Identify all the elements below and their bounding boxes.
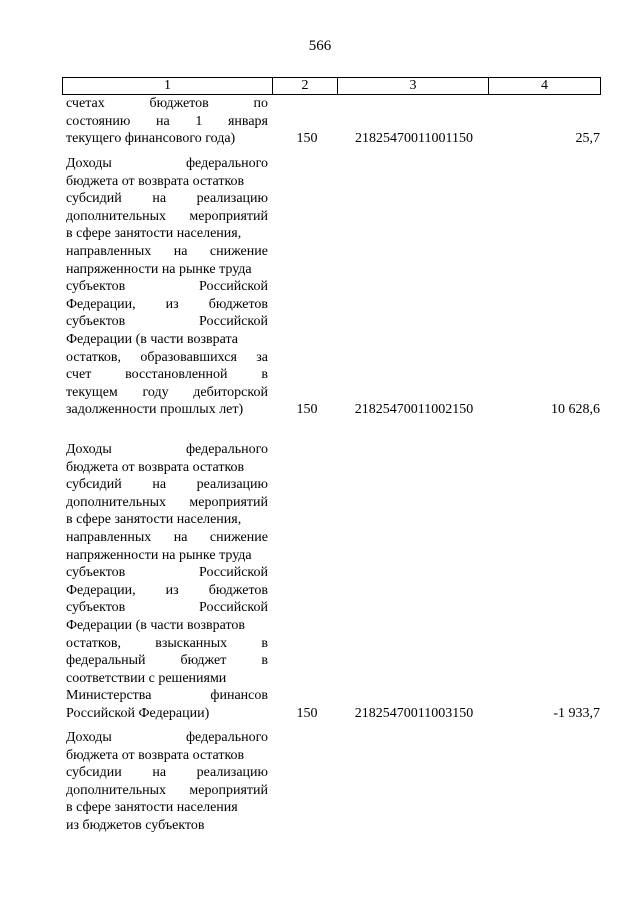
description-line: Федерации (в части возврата <box>66 331 238 347</box>
page-number: 566 <box>308 38 332 54</box>
description-word: текущем <box>66 384 118 400</box>
description-line <box>66 687 268 705</box>
description-word: за <box>256 349 268 365</box>
description-line <box>66 729 268 747</box>
description-word: снижение <box>209 243 268 259</box>
description-word: дебиторской <box>193 384 268 400</box>
description-line: текущего финансового года) <box>66 131 236 147</box>
description-word: реализацию <box>196 477 268 493</box>
amount-cell: 25,7 <box>575 131 600 147</box>
kbk-cell: 21825470011003150 <box>354 706 474 721</box>
description-word: остатков, <box>66 635 122 651</box>
description-line: соответствии с решениями <box>66 670 227 686</box>
description-line: бюджета от возврата остатков <box>66 747 245 763</box>
column-header-2: 2 <box>273 78 338 95</box>
description-word: Российской <box>199 314 268 330</box>
description-word: субсидий <box>66 477 122 493</box>
description-line <box>66 782 268 800</box>
description-line <box>66 278 268 296</box>
description-line: из бюджетов субъектов <box>66 817 205 833</box>
column-header-1: 1 <box>63 78 273 95</box>
code-cell: 150 <box>296 706 318 721</box>
description-line <box>66 582 268 600</box>
description-word: снижение <box>209 529 268 545</box>
description-word: федеральный <box>66 653 146 669</box>
description-word: образовавшихся <box>140 349 237 365</box>
description-word: федерального <box>185 156 268 171</box>
amount-cell: -1 933,7 <box>553 706 600 721</box>
description-word: 1 <box>195 113 203 129</box>
description-word: мероприятий <box>189 494 268 510</box>
description-line <box>66 384 268 402</box>
code-cell: 150 <box>296 402 318 418</box>
code-cell: 150 <box>296 131 318 147</box>
description-line: бюджета от возврата остатков <box>66 459 245 475</box>
row-description <box>66 155 268 419</box>
description-word: восстановленной <box>125 367 228 383</box>
description-word: субъектов <box>66 565 126 581</box>
description-line <box>66 243 268 261</box>
description-line <box>66 564 268 582</box>
description-line: в сфере занятости населения, <box>66 512 242 528</box>
row-description <box>66 95 268 148</box>
description-word: реализацию <box>196 765 268 781</box>
description-word: субсидий <box>66 191 122 207</box>
description-word: Доходы <box>66 442 112 457</box>
row-description <box>66 441 268 723</box>
description-word: взысканных <box>155 635 228 651</box>
row-description <box>66 729 268 835</box>
description-word: субсидии <box>66 765 122 781</box>
description-word: реализацию <box>196 191 268 207</box>
description-word: из <box>165 582 179 598</box>
kbk-cell: 21825470011001150 <box>355 131 473 147</box>
description-line <box>66 366 268 384</box>
description-word: федерального <box>185 442 268 457</box>
column-header-table <box>62 77 601 95</box>
description-word: Российской <box>199 279 268 295</box>
description-word: на <box>152 765 167 781</box>
description-line <box>66 95 268 113</box>
description-word: на <box>152 477 167 493</box>
description-word: Федерации, <box>66 582 136 598</box>
description-word: Федерации, <box>66 296 136 312</box>
description-word: бюджетов <box>149 96 209 111</box>
description-word: остатков, <box>66 349 122 365</box>
description-word: Российской <box>199 600 268 616</box>
description-word: федерального <box>185 730 268 745</box>
description-word: субъектов <box>66 314 126 330</box>
description-word: Доходы <box>66 730 112 745</box>
column-header-3: 3 <box>338 78 489 95</box>
description-word: на <box>173 243 188 259</box>
description-word: дополнительных <box>66 494 167 510</box>
description-word: Доходы <box>66 156 112 171</box>
description-line <box>66 313 268 331</box>
description-line <box>66 190 268 208</box>
description-word: на <box>155 113 170 129</box>
description-line: в сфере занятости населения <box>66 800 238 816</box>
description-line <box>66 764 268 782</box>
description-word: мероприятий <box>189 208 268 224</box>
description-line <box>66 349 268 367</box>
description-line <box>66 476 268 494</box>
description-word: бюджетов <box>208 296 268 312</box>
description-word: на <box>152 191 167 207</box>
description-word: по <box>253 96 268 111</box>
description-word: мероприятий <box>189 782 268 798</box>
description-word: января <box>227 113 268 129</box>
description-word: в <box>261 367 268 383</box>
description-word: счетах <box>66 96 105 111</box>
description-word: субъектов <box>66 279 126 295</box>
description-line <box>66 441 268 459</box>
description-word: направленных <box>66 243 152 259</box>
description-word: году <box>142 384 169 400</box>
description-line <box>66 652 268 670</box>
description-word: финансов <box>210 688 268 704</box>
column-header-row <box>63 78 601 95</box>
description-word: на <box>173 529 188 545</box>
description-line <box>66 529 268 547</box>
description-line <box>66 635 268 653</box>
kbk-cell: 21825470011002150 <box>354 402 474 418</box>
description-line <box>66 155 268 173</box>
description-word: Министерства <box>66 688 152 704</box>
description-word: субъектов <box>66 600 126 616</box>
description-line: напряженности на рынке труда <box>66 261 252 277</box>
description-line: бюджета от возврата остатков <box>66 173 245 189</box>
description-line: Федерации (в части возвратов <box>66 617 246 633</box>
description-word: из <box>165 296 179 312</box>
description-word: бюджетов <box>208 582 268 598</box>
description-word: состоянию <box>66 113 131 129</box>
description-word: счет <box>66 367 92 383</box>
description-word: Российской <box>199 565 268 581</box>
description-line: Российской Федерации) <box>66 705 210 721</box>
column-header-4: 4 <box>489 78 601 95</box>
description-line: задолженности прошлых лет) <box>66 402 244 418</box>
description-word: в <box>261 635 268 651</box>
description-word: в <box>261 653 268 669</box>
amount-cell: 10 628,6 <box>551 402 600 418</box>
description-line <box>66 296 268 314</box>
description-word: направленных <box>66 529 152 545</box>
description-line <box>66 494 268 512</box>
description-line <box>66 599 268 617</box>
description-word: дополнительных <box>66 782 167 798</box>
description-line <box>66 208 268 226</box>
description-line <box>66 113 268 131</box>
description-line: в сфере занятости населения, <box>66 226 242 242</box>
description-line: напряженности на рынке труда <box>66 547 252 563</box>
description-word: дополнительных <box>66 208 167 224</box>
description-word: бюджет <box>180 653 227 669</box>
